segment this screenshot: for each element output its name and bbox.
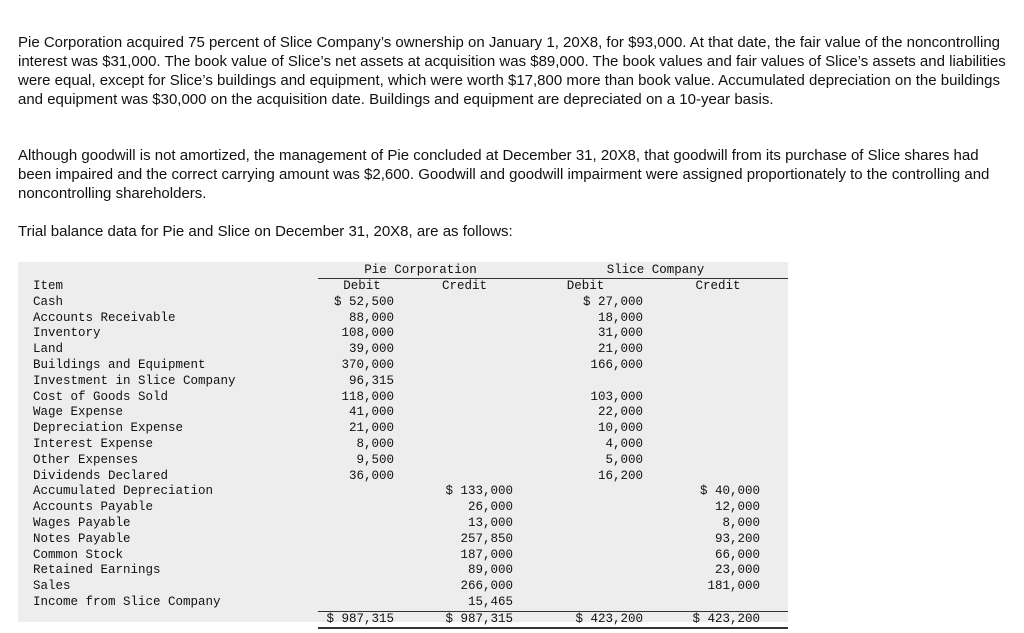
- slice-debit-cell: [523, 579, 648, 595]
- problem-paragraph-1: Pie Corporation acquired 75 percent of Slice Company’s ownership on January 1, 20X8, for $93,000. At that date, the fair value of the noncontrolling interest was $31,000. The book value of Slice’s net assets at acquisition was $89,000. The book values and fair values of Slice’s assets and liabilities were equal, except for Slice’s buildings and equipment, which were worth $17,800 more than book value. Accumulated depreciation on the buildings and equipment was $30,000 on the acquisition date. Buildings and equipment are depreciated on a 10-year basis.: [18, 34, 1006, 108]
- slice-credit-cell: [648, 595, 788, 611]
- pie-debit-total: $ 987,315: [318, 611, 406, 628]
- slice-credit-cell: 23,000: [714, 563, 760, 578]
- slice-credit-cell: [648, 405, 788, 421]
- table-row: [18, 548, 788, 564]
- pie-credit-cell: [406, 390, 523, 406]
- table-row: [18, 532, 788, 548]
- group-header-blank: [18, 262, 318, 279]
- item-cell: Land: [33, 342, 64, 357]
- slice-credit-cell: [648, 469, 788, 485]
- slice-credit-cell: [648, 295, 788, 311]
- pie-credit-cell: 187,000: [460, 547, 513, 562]
- slice-credit-cell: [648, 326, 788, 342]
- pie-debit-cell: 118,000: [341, 389, 394, 404]
- pie-debit-header: Debit: [343, 279, 381, 293]
- pie-credit-cell: [406, 374, 523, 390]
- pie-credit-cell: 15,465: [467, 594, 513, 609]
- item-cell: Investment in Slice Company: [33, 373, 236, 388]
- slice-debit-cell: [523, 374, 648, 390]
- slice-debit-cell: [523, 516, 648, 532]
- pie-credit-cell: [406, 405, 523, 421]
- slice-debit-cell: 103,000: [590, 389, 643, 404]
- item-cell: Buildings and Equipment: [33, 357, 206, 372]
- item-cell: Notes Payable: [33, 531, 131, 546]
- pie-credit-cell: 257,850: [460, 531, 513, 546]
- table-row: [18, 500, 788, 516]
- pie-debit-cell: 370,000: [341, 357, 394, 372]
- pie-debit-cell: $ 52,500: [333, 294, 394, 309]
- pie-credit-cell: [406, 358, 523, 374]
- pie-debit-cell: [318, 579, 406, 595]
- slice-debit-cell: [523, 595, 648, 611]
- item-cell: Accounts Payable: [33, 500, 154, 515]
- slice-debit-cell: 22,000: [597, 405, 643, 420]
- item-cell: Accumulated Depreciation: [33, 484, 214, 499]
- item-cell: Cash: [33, 294, 64, 309]
- slice-credit-cell: 181,000: [707, 579, 760, 594]
- item-header: Item: [33, 278, 64, 293]
- pie-credit-cell: [406, 421, 523, 437]
- slice-debit-cell: [523, 548, 648, 564]
- slice-credit-total: $ 423,200: [648, 611, 788, 628]
- table-row: [18, 469, 788, 485]
- table-row: [18, 311, 788, 327]
- table-row: [18, 563, 788, 579]
- pie-credit-cell: [406, 342, 523, 358]
- totals-row: [18, 611, 788, 628]
- problem-paragraph-3: Trial balance data for Pie and Slice on December 31, 20X8, are as follows:: [18, 223, 513, 240]
- slice-credit-cell: [648, 311, 788, 327]
- slice-debit-cell: 16,200: [597, 468, 643, 483]
- item-cell: Cost of Goods Sold: [33, 389, 169, 404]
- pie-debit-cell: [318, 563, 406, 579]
- trial-balance-body: [18, 295, 788, 611]
- table-row: [18, 579, 788, 595]
- table-row: [18, 484, 788, 500]
- slice-credit-cell: 8,000: [722, 515, 760, 530]
- pie-credit-cell: $ 133,000: [445, 484, 513, 499]
- slice-debit-header: Debit: [566, 279, 605, 293]
- trial-balance-table-container: [18, 262, 788, 633]
- pie-credit-header: Credit: [441, 279, 487, 293]
- pie-credit-cell: 13,000: [467, 515, 513, 530]
- pie-debit-cell: 108,000: [341, 326, 394, 341]
- pie-debit-cell: [318, 548, 406, 564]
- pie-credit-cell: [406, 295, 523, 311]
- slice-credit-cell: $ 40,000: [699, 484, 760, 499]
- pie-debit-cell: [318, 484, 406, 500]
- pie-credit-cell: [406, 469, 523, 485]
- group-header-pie: Pie Corporation: [318, 262, 523, 279]
- pie-credit-cell: [406, 311, 523, 327]
- table-row: [18, 358, 788, 374]
- pie-debit-cell: [318, 595, 406, 611]
- problem-paragraph-2: Although goodwill is not amortized, the management of Pie concluded at December 31, 20X8, that goodwill from its purchase of Slice shares had been impaired and the correct carrying amount was $2,600. Goodwill and goodwill impairment were assigned proportionately to the controlling and noncontrolling shareholders.: [18, 147, 990, 202]
- item-cell: Depreciation Expense: [33, 421, 184, 436]
- group-header-slice: Slice Company: [523, 262, 788, 279]
- slice-credit-cell: 93,200: [714, 531, 760, 546]
- pie-debit-cell: [318, 500, 406, 516]
- item-cell: Income from Slice Company: [33, 595, 221, 610]
- table-row: [18, 342, 788, 358]
- item-cell: Retained Earnings: [33, 563, 161, 578]
- table-row: [18, 374, 788, 390]
- pie-debit-cell: 8,000: [356, 436, 394, 451]
- table-row: [18, 516, 788, 532]
- item-cell: Interest Expense: [33, 436, 154, 451]
- slice-credit-header: Credit: [695, 279, 741, 293]
- pie-debit-cell: 39,000: [348, 342, 394, 357]
- table-row: [18, 295, 788, 311]
- pie-credit-cell: [406, 326, 523, 342]
- slice-credit-cell: [648, 453, 788, 469]
- group-header-row: [18, 262, 788, 279]
- item-cell: Common Stock: [33, 547, 124, 562]
- slice-credit-cell: [648, 342, 788, 358]
- pie-credit-cell: [406, 437, 523, 453]
- item-cell: Sales: [33, 579, 71, 594]
- slice-debit-cell: [523, 500, 648, 516]
- item-cell: Wages Payable: [33, 515, 131, 530]
- pie-credit-cell: 266,000: [460, 579, 513, 594]
- pie-credit-cell: [406, 453, 523, 469]
- pie-debit-cell: 36,000: [348, 468, 394, 483]
- slice-credit-cell: 12,000: [714, 500, 760, 515]
- slice-debit-cell: 18,000: [597, 310, 643, 325]
- pie-debit-cell: 41,000: [348, 405, 394, 420]
- pie-debit-cell: 96,315: [348, 373, 394, 388]
- item-cell: Accounts Receivable: [33, 310, 176, 325]
- slice-debit-cell: 166,000: [590, 357, 643, 372]
- slice-debit-cell: [523, 484, 648, 500]
- slice-credit-cell: [648, 374, 788, 390]
- pie-debit-cell: 21,000: [348, 421, 394, 436]
- pie-debit-cell: 9,500: [356, 452, 394, 467]
- trial-balance-table: [18, 262, 788, 629]
- slice-credit-cell: 66,000: [714, 547, 760, 562]
- table-row: [18, 390, 788, 406]
- slice-credit-cell: [648, 437, 788, 453]
- item-cell: Other Expenses: [33, 452, 139, 467]
- slice-debit-cell: 4,000: [605, 436, 643, 451]
- slice-debit-cell: 31,000: [597, 326, 643, 341]
- table-row: [18, 595, 788, 611]
- slice-credit-cell: [648, 390, 788, 406]
- table-row: [18, 437, 788, 453]
- totals-label: [18, 611, 318, 628]
- slice-debit-cell: [523, 532, 648, 548]
- table-row: [18, 405, 788, 421]
- column-header-row: [18, 279, 788, 295]
- item-cell: Inventory: [33, 326, 101, 341]
- slice-credit-cell: [648, 358, 788, 374]
- pie-debit-cell: [318, 532, 406, 548]
- pie-credit-cell: 26,000: [467, 500, 513, 515]
- table-row: [18, 326, 788, 342]
- slice-debit-cell: 5,000: [605, 452, 643, 467]
- slice-debit-cell: $ 27,000: [582, 294, 643, 309]
- pie-debit-cell: 88,000: [348, 310, 394, 325]
- slice-debit-cell: 21,000: [597, 342, 643, 357]
- slice-debit-cell: [523, 563, 648, 579]
- slice-credit-cell: [648, 421, 788, 437]
- pie-credit-cell: 89,000: [467, 563, 513, 578]
- slice-debit-cell: 10,000: [597, 421, 643, 436]
- pie-credit-total: $ 987,315: [406, 611, 523, 628]
- slice-debit-total: $ 423,200: [523, 611, 648, 628]
- table-row: [18, 453, 788, 469]
- item-cell: Wage Expense: [33, 405, 124, 420]
- pie-debit-cell: [318, 516, 406, 532]
- item-cell: Dividends Declared: [33, 468, 169, 483]
- table-row: [18, 421, 788, 437]
